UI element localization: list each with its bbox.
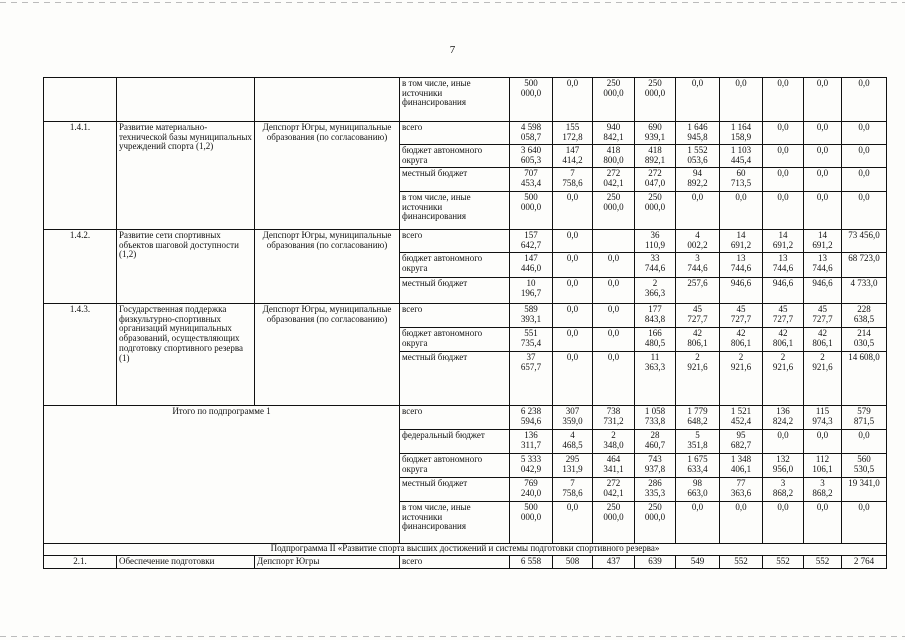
source-label: бюджет автономного округа bbox=[400, 253, 510, 278]
scan-edge-top bbox=[0, 2, 905, 3]
value-cell: 0,0 bbox=[593, 304, 635, 328]
table-row bbox=[44, 304, 887, 328]
value-cell: 250 000,0 bbox=[635, 192, 676, 230]
value-cell: 940 842,1 bbox=[593, 122, 635, 145]
subtotal-label: Итого по подпрограмме 1 bbox=[44, 406, 400, 544]
value-cell: 500 000,0 bbox=[510, 78, 553, 122]
value-cell: 14 691,2 bbox=[804, 230, 842, 253]
value-cell: 4 733,0 bbox=[842, 278, 887, 304]
value-cell: 14 608,0 bbox=[842, 352, 887, 406]
source-label: бюджет автономного округа bbox=[400, 328, 510, 352]
value-cell: 42 806,1 bbox=[720, 328, 763, 352]
item-name: Развитие сети спортивных объектов шаговой доступности (1,2) bbox=[117, 230, 255, 304]
value-cell: 946,6 bbox=[720, 278, 763, 304]
value-cell: 0,0 bbox=[553, 352, 593, 406]
value-cell: 0,0 bbox=[553, 304, 593, 328]
executor-cell bbox=[255, 78, 400, 122]
value-cell: 437 bbox=[593, 556, 635, 569]
value-cell: 0,0 bbox=[804, 430, 842, 454]
value-cell: 464 341,1 bbox=[593, 454, 635, 478]
value-cell: 552 bbox=[804, 556, 842, 569]
value-cell: 551 735,4 bbox=[510, 328, 553, 352]
value-cell: 177 843,8 bbox=[635, 304, 676, 328]
value-cell: 508 bbox=[553, 556, 593, 569]
value-cell: 0,0 bbox=[842, 78, 887, 122]
value-cell: 0,0 bbox=[720, 502, 763, 544]
value-cell: 3 868,2 bbox=[804, 478, 842, 502]
value-cell: 45 727,7 bbox=[804, 304, 842, 328]
value-cell: 500 000,0 bbox=[510, 192, 553, 230]
value-cell: 0,0 bbox=[676, 192, 720, 230]
value-cell: 0,0 bbox=[676, 78, 720, 122]
value-cell: 418 892,1 bbox=[635, 145, 676, 168]
value-cell bbox=[593, 230, 635, 253]
value-cell: 1 552 053,6 bbox=[676, 145, 720, 168]
value-cell: 6 558 bbox=[510, 556, 553, 569]
value-cell: 2 366,3 bbox=[635, 278, 676, 304]
name-cell bbox=[117, 78, 255, 122]
value-cell: 0,0 bbox=[553, 192, 593, 230]
item-number: 1.4.2. bbox=[44, 230, 117, 304]
value-cell: 0,0 bbox=[593, 352, 635, 406]
value-cell: 11 363,3 bbox=[635, 352, 676, 406]
value-cell: 0,0 bbox=[763, 78, 804, 122]
value-cell: 68 723,0 bbox=[842, 253, 887, 278]
num-cell bbox=[44, 78, 117, 122]
value-cell: 136 311,7 bbox=[510, 430, 553, 454]
value-cell: 0,0 bbox=[804, 78, 842, 122]
value-cell: 7 758,6 bbox=[553, 478, 593, 502]
value-cell: 0,0 bbox=[593, 253, 635, 278]
value-cell: 77 363,6 bbox=[720, 478, 763, 502]
value-cell: 13 744,6 bbox=[763, 253, 804, 278]
value-cell: 0,0 bbox=[804, 168, 842, 192]
source-label: федеральный бюджет bbox=[400, 430, 510, 454]
value-cell: 707 453,4 bbox=[510, 168, 553, 192]
source-label: местный бюджет bbox=[400, 168, 510, 192]
value-cell: 0,0 bbox=[842, 430, 887, 454]
value-cell: 560 530,5 bbox=[842, 454, 887, 478]
value-cell: 589 393,1 bbox=[510, 304, 553, 328]
item-number: 1.4.1. bbox=[44, 122, 117, 230]
source-label: всего bbox=[400, 304, 510, 328]
value-cell: 98 663,0 bbox=[676, 478, 720, 502]
value-cell: 60 713,5 bbox=[720, 168, 763, 192]
scan-edge-bottom bbox=[0, 636, 905, 637]
value-cell: 4 002,2 bbox=[676, 230, 720, 253]
value-cell: 147 446,0 bbox=[510, 253, 553, 278]
value-cell: 42 806,1 bbox=[763, 328, 804, 352]
value-cell: 42 806,1 bbox=[676, 328, 720, 352]
value-cell: 0,0 bbox=[804, 122, 842, 145]
source-label: всего bbox=[400, 406, 510, 430]
value-cell: 0,0 bbox=[593, 278, 635, 304]
source-label: в том числе, иные источники финансирования bbox=[400, 78, 510, 122]
program-financing-table bbox=[43, 77, 887, 569]
value-cell: 136 824,2 bbox=[763, 406, 804, 430]
value-cell: 2 764 bbox=[842, 556, 887, 569]
value-cell: 295 131,9 bbox=[553, 454, 593, 478]
value-cell: 0,0 bbox=[763, 192, 804, 230]
value-cell: 2 921,6 bbox=[720, 352, 763, 406]
value-cell: 500 000,0 bbox=[510, 502, 553, 544]
page-number: 7 bbox=[449, 44, 456, 56]
value-cell: 2 921,6 bbox=[804, 352, 842, 406]
source-label: всего bbox=[400, 230, 510, 253]
value-cell: 3 868,2 bbox=[763, 478, 804, 502]
source-label: бюджет автономного округа bbox=[400, 454, 510, 478]
value-cell: 3 744,6 bbox=[676, 253, 720, 278]
value-cell: 112 106,1 bbox=[804, 454, 842, 478]
source-label: в том числе, иные источники финансирования bbox=[400, 192, 510, 230]
value-cell: 10 196,7 bbox=[510, 278, 553, 304]
value-cell: 0,0 bbox=[842, 168, 887, 192]
value-cell: 0,0 bbox=[720, 192, 763, 230]
value-cell: 2 921,6 bbox=[676, 352, 720, 406]
value-cell: 946,6 bbox=[804, 278, 842, 304]
value-cell: 946,6 bbox=[763, 278, 804, 304]
value-cell: 549 bbox=[676, 556, 720, 569]
value-cell: 36 110,9 bbox=[635, 230, 676, 253]
value-cell: 1 103 445,4 bbox=[720, 145, 763, 168]
value-cell: 1 779 648,2 bbox=[676, 406, 720, 430]
value-cell: 1 164 158,9 bbox=[720, 122, 763, 145]
value-cell: 0,0 bbox=[804, 192, 842, 230]
source-label: местный бюджет bbox=[400, 352, 510, 406]
value-cell: 4 598 058,7 bbox=[510, 122, 553, 145]
table-row bbox=[44, 122, 887, 145]
value-cell: 1 675 633,4 bbox=[676, 454, 720, 478]
value-cell: 1 521 452,4 bbox=[720, 406, 763, 430]
value-cell: 272 042,1 bbox=[593, 168, 635, 192]
value-cell: 132 956,0 bbox=[763, 454, 804, 478]
source-label: местный бюджет bbox=[400, 478, 510, 502]
value-cell: 19 341,0 bbox=[842, 478, 887, 502]
value-cell: 0,0 bbox=[553, 328, 593, 352]
value-cell: 0,0 bbox=[553, 253, 593, 278]
value-cell: 743 937,8 bbox=[635, 454, 676, 478]
value-cell: 33 744,6 bbox=[635, 253, 676, 278]
value-cell: 6 238 594,6 bbox=[510, 406, 553, 430]
value-cell: 0,0 bbox=[553, 502, 593, 544]
value-cell: 250 000,0 bbox=[593, 192, 635, 230]
value-cell: 0,0 bbox=[676, 502, 720, 544]
value-cell: 4 468,5 bbox=[553, 430, 593, 454]
value-cell: 42 806,1 bbox=[804, 328, 842, 352]
value-cell: 1 058 733,8 bbox=[635, 406, 676, 430]
value-cell: 418 800,0 bbox=[593, 145, 635, 168]
value-cell: 115 974,3 bbox=[804, 406, 842, 430]
value-cell: 3 640 605,3 bbox=[510, 145, 553, 168]
value-cell: 0,0 bbox=[804, 502, 842, 544]
value-cell: 250 000,0 bbox=[593, 78, 635, 122]
table-row bbox=[44, 544, 887, 556]
item-number: 2.1. bbox=[44, 556, 117, 569]
value-cell: 272 042,1 bbox=[593, 478, 635, 502]
value-cell: 0,0 bbox=[842, 145, 887, 168]
source-label: в том числе, иные источники финансирования bbox=[400, 502, 510, 544]
value-cell: 0,0 bbox=[553, 78, 593, 122]
value-cell: 257,6 bbox=[676, 278, 720, 304]
value-cell: 94 892,2 bbox=[676, 168, 720, 192]
value-cell: 0,0 bbox=[842, 502, 887, 544]
item-name: Развитие материально-технической базы муниципальных учреждений спорта (1,2) bbox=[117, 122, 255, 230]
value-cell: 552 bbox=[763, 556, 804, 569]
value-cell: 214 030,5 bbox=[842, 328, 887, 352]
value-cell: 738 731,2 bbox=[593, 406, 635, 430]
value-cell: 166 480,5 bbox=[635, 328, 676, 352]
value-cell: 286 335,3 bbox=[635, 478, 676, 502]
item-name: Государственная поддержка физкультурно-спортивных организаций муниципальных образований, осуществляющих подготовку спортивного резерва (1) bbox=[117, 304, 255, 406]
value-cell: 5 333 042,9 bbox=[510, 454, 553, 478]
item-executor: Депспорт Югры, муниципальные образования (по согласованию) bbox=[255, 122, 400, 230]
value-cell: 552 bbox=[720, 556, 763, 569]
value-cell: 14 691,2 bbox=[763, 230, 804, 253]
table-row bbox=[44, 556, 887, 569]
item-name: Обеспечение подготовки bbox=[117, 556, 255, 569]
value-cell: 0,0 bbox=[720, 78, 763, 122]
table-row bbox=[44, 78, 887, 122]
item-executor: Депспорт Югры, муниципальные образования (по согласованию) bbox=[255, 304, 400, 406]
value-cell: 250 000,0 bbox=[635, 78, 676, 122]
value-cell: 690 939,1 bbox=[635, 122, 676, 145]
value-cell: 250 000,0 bbox=[635, 502, 676, 544]
value-cell: 0,0 bbox=[842, 122, 887, 145]
value-cell: 73 456,0 bbox=[842, 230, 887, 253]
source-label: всего bbox=[400, 122, 510, 145]
value-cell: 45 727,7 bbox=[720, 304, 763, 328]
value-cell: 307 359,0 bbox=[553, 406, 593, 430]
value-cell: 0,0 bbox=[763, 430, 804, 454]
value-cell: 769 240,0 bbox=[510, 478, 553, 502]
value-cell: 13 744,6 bbox=[804, 253, 842, 278]
value-cell: 5 351,8 bbox=[676, 430, 720, 454]
item-number: 1.4.3. bbox=[44, 304, 117, 406]
value-cell: 0,0 bbox=[763, 122, 804, 145]
value-cell: 0,0 bbox=[763, 168, 804, 192]
value-cell: 0,0 bbox=[553, 278, 593, 304]
source-label: местный бюджет bbox=[400, 278, 510, 304]
value-cell: 13 744,6 bbox=[720, 253, 763, 278]
value-cell: 2 921,6 bbox=[763, 352, 804, 406]
value-cell: 28 460,7 bbox=[635, 430, 676, 454]
value-cell: 1 348 406,1 bbox=[720, 454, 763, 478]
value-cell: 0,0 bbox=[553, 230, 593, 253]
item-executor: Депспорт Югры bbox=[255, 556, 400, 569]
value-cell: 250 000,0 bbox=[593, 502, 635, 544]
table-row bbox=[44, 406, 887, 430]
source-label: бюджет автономного округа bbox=[400, 145, 510, 168]
value-cell: 147 414,2 bbox=[553, 145, 593, 168]
value-cell: 0,0 bbox=[593, 328, 635, 352]
subprogram-title: Подпрограмма II «Развитие спорта высших достижений и системы подготовки спортивного резерва» bbox=[44, 544, 887, 556]
value-cell: 37 657,7 bbox=[510, 352, 553, 406]
item-executor: Депспорт Югры, муниципальные образования (по согласованию) bbox=[255, 230, 400, 304]
value-cell: 272 047,0 bbox=[635, 168, 676, 192]
source-label: всего bbox=[400, 556, 510, 569]
value-cell: 45 727,7 bbox=[763, 304, 804, 328]
value-cell: 155 172,8 bbox=[553, 122, 593, 145]
value-cell: 579 871,5 bbox=[842, 406, 887, 430]
value-cell: 0,0 bbox=[804, 145, 842, 168]
value-cell: 45 727,7 bbox=[676, 304, 720, 328]
table-row bbox=[44, 230, 887, 253]
value-cell: 157 642,7 bbox=[510, 230, 553, 253]
value-cell: 95 682,7 bbox=[720, 430, 763, 454]
value-cell: 639 bbox=[635, 556, 676, 569]
value-cell: 2 348,0 bbox=[593, 430, 635, 454]
value-cell: 228 638,5 bbox=[842, 304, 887, 328]
value-cell: 1 646 945,8 bbox=[676, 122, 720, 145]
value-cell: 7 758,6 bbox=[553, 168, 593, 192]
value-cell: 14 691,2 bbox=[720, 230, 763, 253]
value-cell: 0,0 bbox=[842, 192, 887, 230]
value-cell: 0,0 bbox=[763, 502, 804, 544]
value-cell: 0,0 bbox=[763, 145, 804, 168]
